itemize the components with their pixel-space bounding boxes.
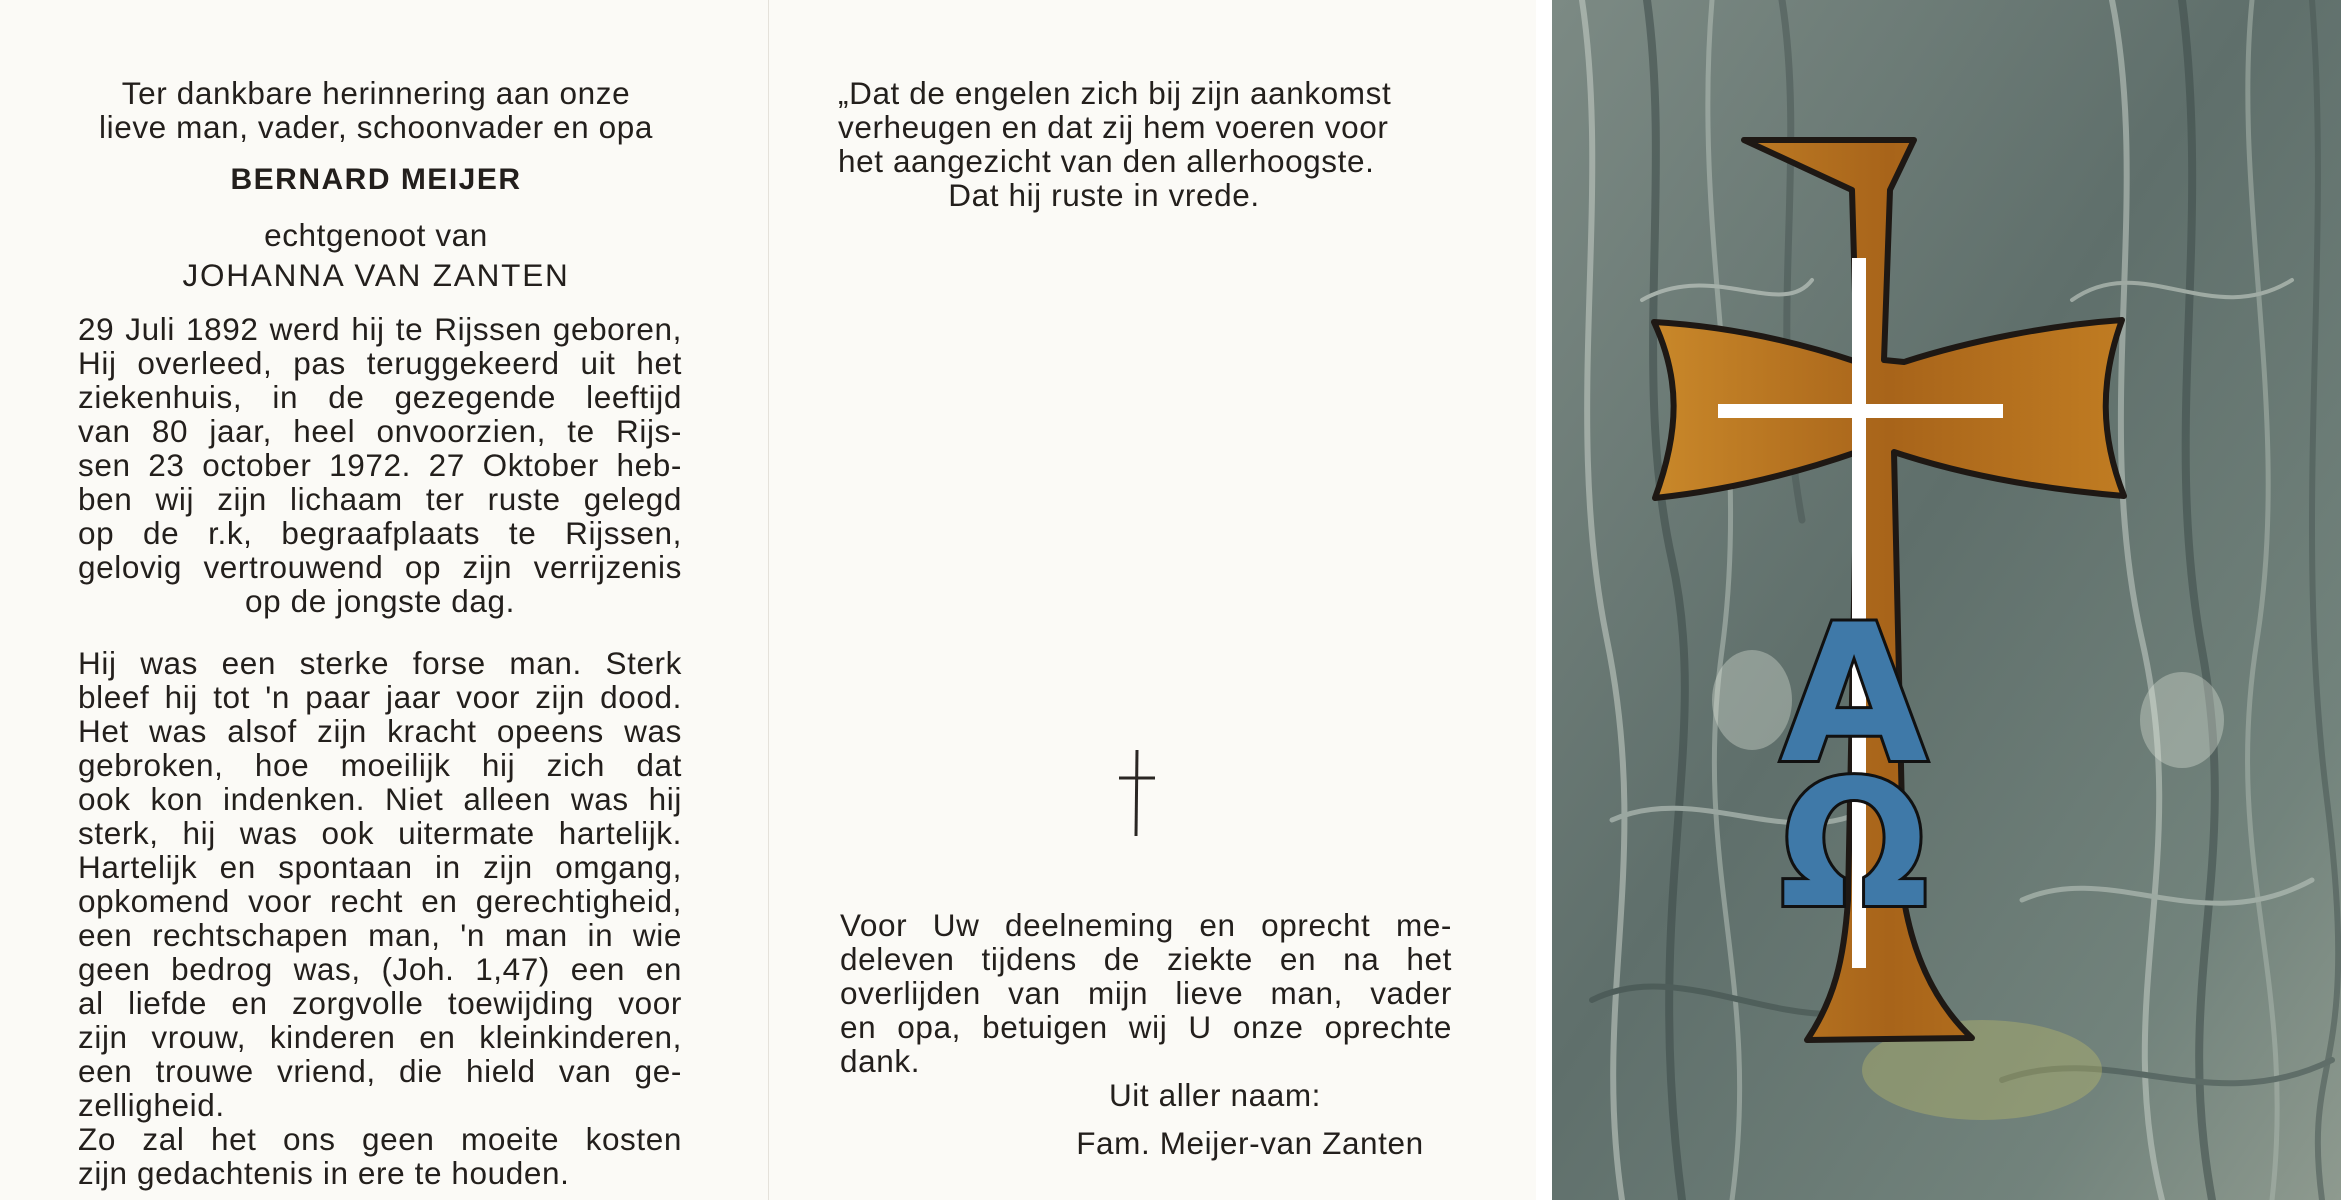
intro-line: lieve man, vader, schoonvader en opa (99, 109, 653, 145)
alpha-letter: A (1780, 584, 1928, 805)
signoff: Uit aller naam: (1108, 1077, 1322, 1113)
tribute-line: Hartelijk en spontaan in zijn omgang, (78, 849, 682, 885)
tribute-line: geen bedrog was, (Joh. 1,47) een en (78, 951, 682, 987)
bio-line: 29 Juli 1892 werd hij te Rijssen geboren, (78, 311, 682, 347)
family-signature: Fam. Meijer-van Zanten (1076, 1125, 1424, 1161)
bio-line: ziekenhuis, in de gezegende leeftijd (78, 379, 682, 415)
bio-line: op de r.k, begraafplaats te Rijssen, (78, 515, 682, 551)
bio-line: op de jongste dag. (244, 583, 515, 619)
biography-paragraph (78, 312, 682, 618)
tribute-line: al liefde en zorgvolle toewijding voor (78, 985, 682, 1021)
quote-line: „Dat de engelen zich bij zijn aankomst (838, 75, 1392, 111)
bio-line: sen 23 october 1972. 27 Oktober heb- (78, 447, 682, 483)
tribute-line: een trouwe vriend, die hield van ge- (78, 1053, 682, 1089)
tribute-line: Hij was een sterke forse man. Sterk (78, 645, 682, 681)
deceased-name: BERNARD MEIJER (230, 163, 522, 196)
bio-line: gelovig vertrouwend op zijn verrijzenis (78, 549, 682, 585)
bio-line: ben wij zijn lichaam ter ruste gelegd (78, 481, 682, 517)
painting (1552, 0, 2341, 1200)
quote-line: verheugen en dat zij hem voeren voor (838, 109, 1389, 145)
picture-panel (1552, 0, 2341, 1200)
tribute-paragraph (78, 646, 682, 1190)
tribute-line: Zo zal het ons geen moeite kosten (78, 1121, 682, 1157)
tribute-line: sterk, hij was ook uitermate hartelijk. (78, 815, 682, 851)
thanks-line: Voor Uw deelneming en oprecht me- (840, 907, 1452, 943)
prayer-quote (838, 76, 1450, 212)
tribute-line: ook kon indenken. Niet alleen was hij (78, 781, 682, 817)
quote-line: het aangezicht van den allerhoogste. (838, 143, 1375, 179)
spouse-label: echtgenoot van (264, 217, 488, 253)
intro-line: Ter dankbare herinnering aan onze (121, 75, 631, 111)
thanks-paragraph (840, 908, 1452, 1078)
tribute-line: een rechtschapen man, 'n man in wie (78, 917, 682, 953)
tribute-line: zelligheid. (78, 1087, 225, 1123)
bio-line: Hij overleed, pas teruggekeerd uit het (78, 345, 682, 381)
bio-line: van 80 jaar, heel onvoorzien, te Rijs- (78, 413, 682, 449)
small-cross-icon (1115, 748, 1159, 838)
thanks-line: deleven tijdens de ziekte en na het (840, 941, 1452, 977)
tribute-line: zijn gedachtenis in ere te houden. (78, 1155, 570, 1191)
thanks-line: overlijden van mijn lieve man, vader (840, 975, 1452, 1011)
tribute-line: Het was alsof zijn kracht opeens was (78, 713, 682, 749)
tribute-line: bleef hij tot 'n paar jaar voor zijn dood. (78, 679, 682, 715)
omega-letter: Ω (1779, 744, 1929, 947)
thanks-line: dank. (840, 1043, 921, 1079)
spouse-name: JOHANNA VAN ZANTEN (182, 257, 570, 293)
quote-line: Dat hij ruste in vrede. (948, 177, 1260, 213)
thanks-line: en opa, betuigen wij U onze oprechte (840, 1009, 1452, 1045)
tribute-line: zijn vrouw, kinderen en kleinkinderen, (78, 1019, 682, 1055)
tribute-line: opkomend voor recht en gerechtigheid, (78, 883, 682, 919)
intro-text (70, 76, 682, 144)
tribute-line: gebroken, hoe moeilijk hij zich dat (78, 747, 682, 783)
left-page (0, 0, 768, 1200)
page-gap (1536, 0, 1552, 1200)
